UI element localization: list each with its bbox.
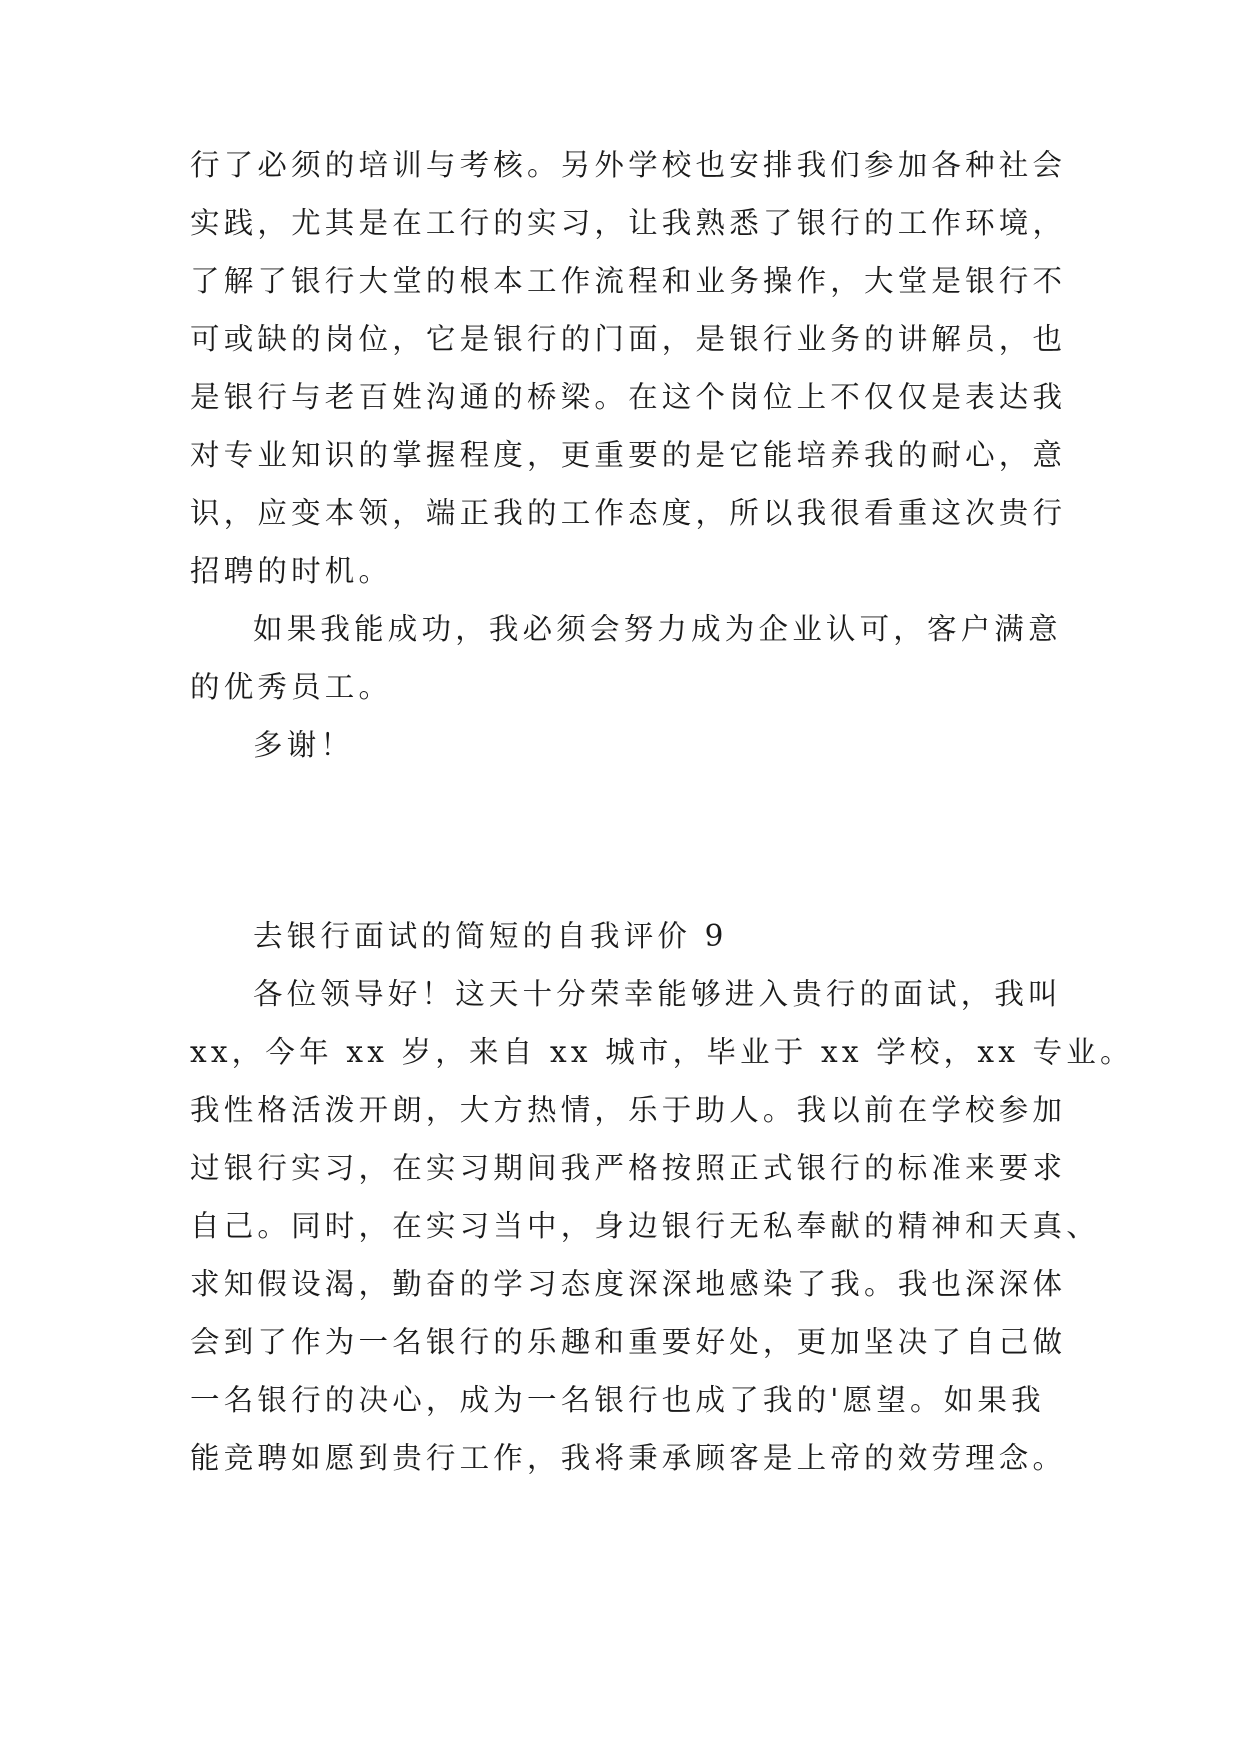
paragraph-line: 招聘的时机。 <box>190 554 393 588</box>
paragraph-line: 对专业知识的掌握程度，更重要的是它能培养我的耐心，意 <box>190 438 1067 472</box>
paragraph-line: 我性格活泼开朗，大方热情，乐于助人。我以前在学校参加 <box>190 1093 1067 1127</box>
paragraph-line: 识，应变本领，端正我的工作态度，所以我很看重这次贵行 <box>190 496 1067 530</box>
paragraph-line: 过银行实习，在实习期间我严格按照正式银行的标准来要求 <box>190 1151 1067 1185</box>
thanks-line: 多谢！ <box>253 728 355 762</box>
paragraph-line: 可或缺的岗位，它是银行的门面，是银行业务的讲解员，也 <box>190 322 1067 356</box>
paragraph-line: 自己。同时，在实习当中，身边银行无私奉献的精神和天真、 <box>190 1209 1100 1243</box>
paragraph-line: 求知假设渴，勤奋的学习态度深深地感染了我。我也深深体 <box>190 1267 1067 1301</box>
paragraph-line: 行了必须的培训与考核。另外学校也安排我们参加各种社会 <box>190 148 1067 182</box>
section-heading: 去银行面试的简短的自我评价 9 <box>253 919 728 953</box>
paragraph-line: xx，今年 xx 岁，来自 xx 城市，毕业于 xx 学校，xx 专业。 <box>190 1035 1134 1069</box>
paragraph-line: 会到了作为一名银行的乐趣和重要好处，更加坚决了自己做 <box>190 1325 1067 1359</box>
paragraph-line: 一名银行的决心，成为一名银行也成了我的'愿望。如果我 <box>190 1383 1045 1417</box>
closing-line: 的优秀员工。 <box>190 670 393 704</box>
paragraph-line: 了解了银行大堂的根本工作流程和业务操作，大堂是银行不 <box>190 264 1067 298</box>
paragraph-line: 各位领导好！这天十分荣幸能够进入贵行的面试，我叫 <box>253 977 1062 1011</box>
paragraph-line: 是银行与老百姓沟通的桥梁。在这个岗位上不仅仅是表达我 <box>190 380 1067 414</box>
closing-line: 如果我能成功，我必须会努力成为企业认可，客户满意 <box>253 612 1062 646</box>
paragraph-line: 实践，尤其是在工行的实习，让我熟悉了银行的工作环境， <box>190 206 1067 240</box>
paragraph-line: 能竞聘如愿到贵行工作，我将秉承顾客是上帝的效劳理念。 <box>190 1441 1067 1475</box>
